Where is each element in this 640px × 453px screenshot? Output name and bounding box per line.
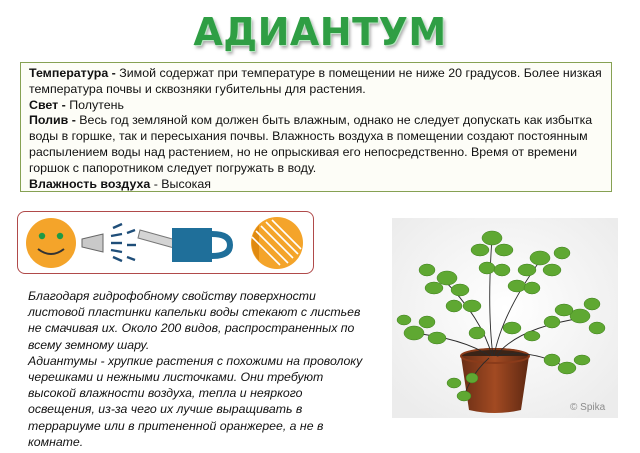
description-line: листовой пластинки капельки воды стекают с листьев [28,305,361,320]
description-line: всему земному шару. [28,337,150,352]
page-title: АДИАНТУМ [193,10,447,54]
description-line: комнате. [28,434,84,449]
light-text: Полутень [65,97,124,112]
light-info [29,98,603,114]
photo-watermark: © Spika [570,402,606,413]
spray-icon [82,224,136,261]
description-line: Адиантумы - хрупкие растения с похожими на проволоку [28,353,363,368]
description-line: высокой влажности воздуха, тепла и неяркого [28,386,303,401]
temperature-info [29,66,603,98]
description-line: освещения, из-за чего их лучше выращивать в [28,402,303,417]
description-line: Благодаря гидрофобному свойству поверхности [28,289,316,303]
half-sun-icon [251,217,303,269]
watering-info [29,113,603,176]
humidity-label: Влажность воздуха [29,176,151,191]
watering-can-icon [138,228,230,262]
watering-label: Полив - [29,113,76,128]
temperature-text: Зимой содержат при температуре в помещении не ниже 20 градусов. Более низкая температура почвы и сквозняки губительны для растения. [29,66,602,96]
watering-text: Весь год земляной ком должен быть влажным, однако не следует допускать как избытка воды в горшке, так и пересыхания почвы. Влажность воздуха в помещении создают постоянным распылением воды над растением, но не опрыскивая его непосредственно. Время от времени горшок с папоротником следует погружать в воду. [29,113,593,175]
care-icons-panel [17,211,314,274]
smiley-icon [26,218,76,268]
adiantum-photo [392,218,618,418]
temperature-label: Температура - [29,66,116,80]
humidity-text: - Высокая [150,176,211,191]
humidity-info [29,177,603,193]
description-line: не смачивая их. Около 200 видов, распространенных по [28,321,355,336]
plant-description [28,288,408,450]
description-line: черешками и нежными листочками. Они требуют [28,370,324,385]
description-line: террариуме или в притененной оранжерее, а не в [28,418,324,433]
light-label: Свет - [29,97,66,112]
care-info-box [20,62,612,192]
